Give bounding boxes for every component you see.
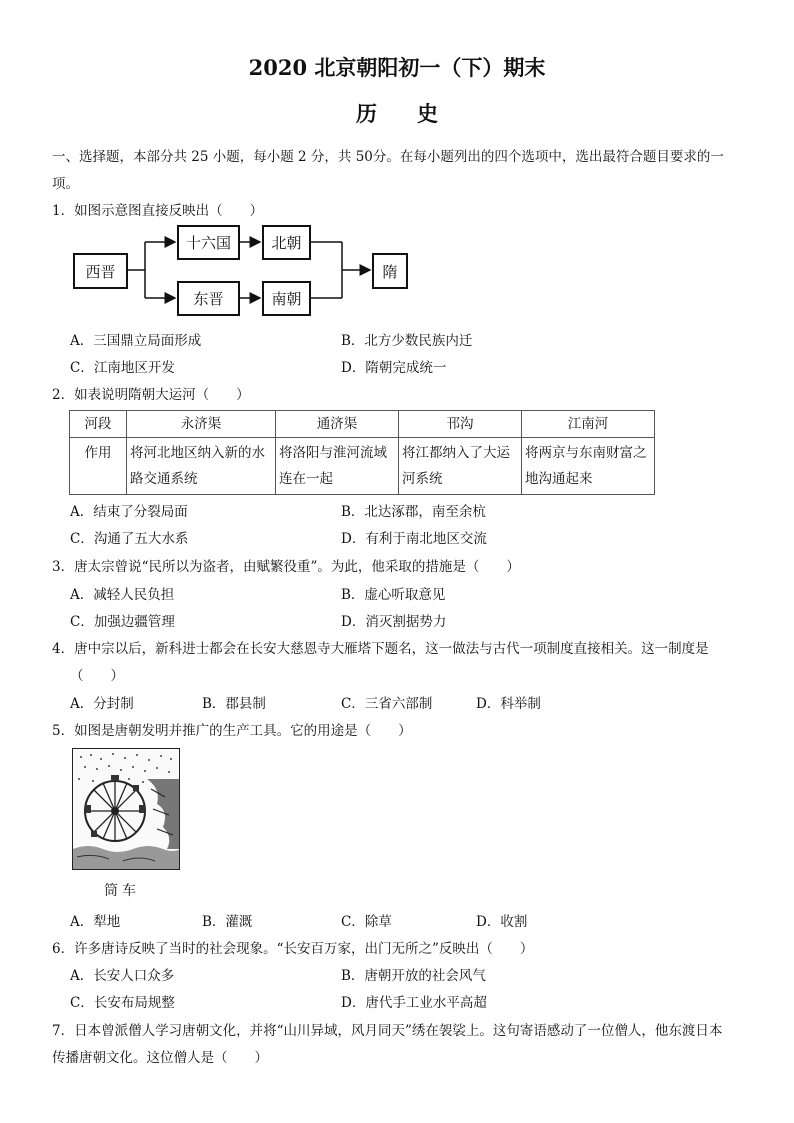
table-cell: 将河北地区纳入新的水 路交通系统 bbox=[127, 438, 276, 495]
q3-option-c[interactable]: C．加强边疆管理 bbox=[70, 614, 175, 630]
section-intro-line2: 项。 bbox=[52, 176, 79, 192]
q7-stem-line1: 7．日本曾派僧人学习唐朝文化，并将“山川异域，风月同天”绣在袈裟上。这句寄语感动了一位僧人，他东渡日本 bbox=[52, 1023, 723, 1039]
box-shiliuguo: 十六国 bbox=[177, 225, 240, 260]
table-cell: 将洛阳与淮河流域 连在一起 bbox=[276, 438, 399, 495]
q2-option-b[interactable]: B．北达涿郡，南至余杭 bbox=[341, 504, 486, 520]
water-wheel-drawing bbox=[73, 749, 180, 870]
q4-stem-line1: 4．唐中宗以后，新科进士都会在长安大慈恩寺大雁塔下题名，这一做法与古代一项制度直接相关。这一制度是 bbox=[52, 641, 709, 657]
box-sui: 隋 bbox=[372, 253, 408, 289]
q4-stem-line2: （ ） bbox=[70, 668, 124, 684]
q4-option-c[interactable]: C．三省六部制 bbox=[341, 696, 433, 712]
q1-option-c[interactable]: C．江南地区开发 bbox=[70, 360, 175, 376]
diagram-arrows bbox=[0, 0, 794, 340]
q4-option-b[interactable]: B．郡县制 bbox=[202, 696, 266, 712]
table-header-row bbox=[70, 411, 655, 438]
image-caption: 筒车 bbox=[104, 883, 140, 899]
q3-option-b[interactable]: B．虚心听取意见 bbox=[341, 587, 446, 603]
q6-stem: 6．许多唐诗反映了当时的社会现象。“长安百万家，出门无所之”反映出（ ） bbox=[52, 941, 534, 957]
box-nanchao: 南朝 bbox=[262, 281, 311, 316]
q2-stem: 2．如表说明隋朝大运河（ ） bbox=[52, 387, 250, 403]
q5-option-d[interactable]: D．收割 bbox=[476, 914, 528, 930]
q4-option-a[interactable]: A．分封制 bbox=[70, 696, 134, 712]
q2-option-a[interactable]: A．结束了分裂局面 bbox=[70, 504, 188, 520]
table-header-cell: 通济渠 bbox=[276, 411, 399, 438]
table-row-label: 作用 bbox=[70, 438, 127, 495]
document-title: 2020 北京朝阳初一（下）期末 bbox=[248, 55, 546, 80]
q5-option-c[interactable]: C．除草 bbox=[341, 914, 392, 930]
q3-stem: 3．唐太宗曾说“民所以为盗者，由赋繁役重”。为此，他采取的措施是（ ） bbox=[52, 559, 520, 575]
q1-stem: 1．如图示意图直接反映出（ ） bbox=[52, 203, 264, 219]
q1-option-d[interactable]: D．隋朝完成统一 bbox=[341, 360, 447, 376]
section-intro-line1: 一、选择题，本部分共 25 小题，每小题 2 分，共 50分。在每小题列出的四个选项中，选出最符合题目要求的一 bbox=[52, 149, 724, 165]
q7-stem-line2: 传播唐朝文化。这位僧人是（ ） bbox=[52, 1050, 268, 1066]
water-wheel-illustration bbox=[72, 748, 180, 870]
q2-canal-table bbox=[69, 410, 655, 495]
box-xijin: 西晋 bbox=[73, 253, 128, 289]
table-header-cell: 永济渠 bbox=[127, 411, 276, 438]
q1-option-b[interactable]: B．北方少数民族内迁 bbox=[341, 333, 473, 349]
box-beichao: 北朝 bbox=[262, 225, 311, 260]
q3-option-d[interactable]: D．消灭割据势力 bbox=[341, 614, 447, 630]
table-header-cell: 邗沟 bbox=[399, 411, 522, 438]
box-dongjin: 东晋 bbox=[177, 281, 240, 316]
q5-option-a[interactable]: A．犁地 bbox=[70, 914, 121, 930]
q2-option-c[interactable]: C．沟通了五大水系 bbox=[70, 531, 189, 547]
q4-option-d[interactable]: D．科举制 bbox=[476, 696, 541, 712]
table-cell: 将两京与东南财富之 地沟通起来 bbox=[522, 438, 655, 495]
q5-option-b[interactable]: B．灌溉 bbox=[202, 914, 253, 930]
q6-option-d[interactable]: D．唐代手工业水平高超 bbox=[341, 995, 487, 1011]
q2-option-d[interactable]: D．有利于南北地区交流 bbox=[341, 531, 487, 547]
table-row bbox=[70, 438, 655, 495]
q5-stem: 5．如图是唐朝发明并推广的生产工具。它的用途是（ ） bbox=[52, 723, 412, 739]
q6-option-b[interactable]: B．唐朝开放的社会风气 bbox=[341, 968, 486, 984]
table-header-cell: 江南河 bbox=[522, 411, 655, 438]
subject-title: 历史 bbox=[356, 101, 478, 126]
table-header-cell: 河段 bbox=[70, 411, 127, 438]
table-cell: 将江都纳入了大运 河系统 bbox=[399, 438, 522, 495]
q3-option-a[interactable]: A．减轻人民负担 bbox=[70, 587, 175, 603]
q1-option-a[interactable]: A．三国鼎立局面形成 bbox=[70, 333, 202, 349]
q6-option-a[interactable]: A．长安人口众多 bbox=[70, 968, 175, 984]
q6-option-c[interactable]: C．长安布局规整 bbox=[70, 995, 175, 1011]
